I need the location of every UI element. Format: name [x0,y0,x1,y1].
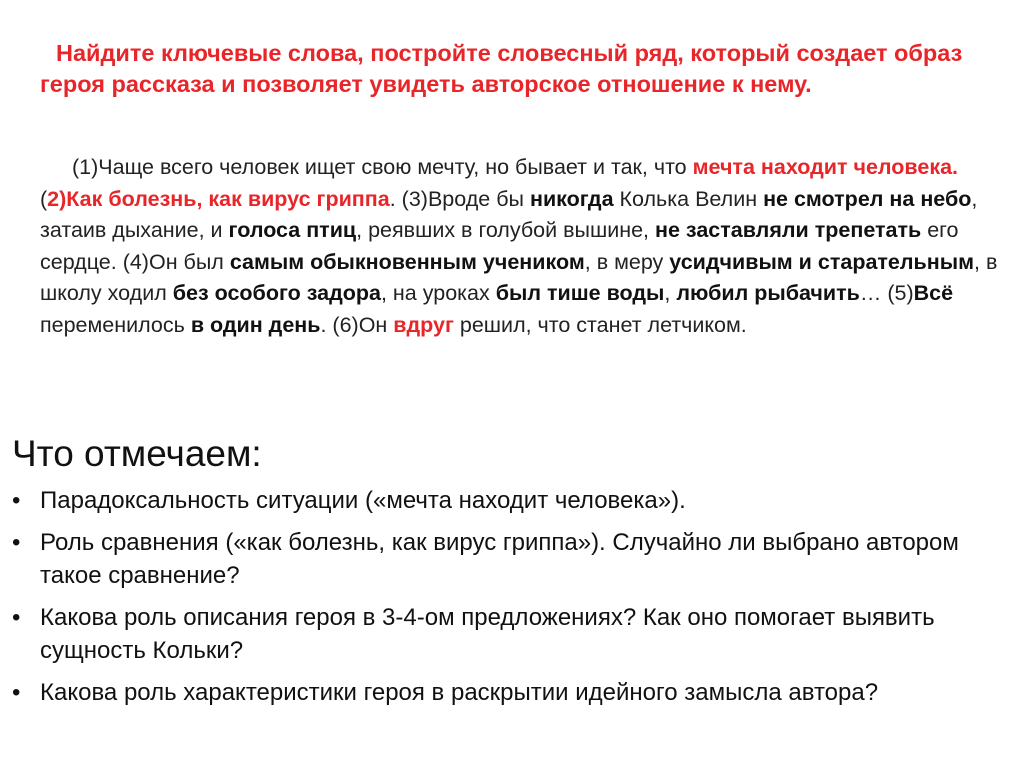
passage-text: (1)Чаще всего человек ищет свою мечту, но бывает и так, что [72,155,693,179]
passage-text: , в школу ходил [40,249,998,305]
passage-text: его сердце. (4)Он был [40,218,959,274]
list-item [12,601,1017,667]
list-item [12,484,1017,517]
keyword-bold-text: любил рыбачить [676,281,860,305]
passage-text: . (6)Он [320,312,394,337]
passage-text: Колька Велин [613,186,764,211]
keyword-bold-text: самым обыкновенным учеником [229,249,585,274]
keyword-bold-text: усидчивым и старательным [669,249,975,274]
highlight-red-text: вдруг [393,312,454,337]
passage-text: ( [40,186,48,211]
question-list [12,484,1017,718]
passage-text: , в меру [584,249,670,274]
story-passage [40,152,1005,341]
keyword-bold-text: был тише воды [495,281,665,305]
list-item-text: Какова роль описания героя в 3-4-ом предложениях? Как оно помогает выявить сущность Кольки? [40,604,935,664]
bullet-icon: • [12,487,21,514]
section-heading: Что отмечаем: [12,433,262,474]
keyword-bold-text: Всё [913,281,954,305]
task-instruction: Найдите ключевые слова, постройте словесный ряд, который создает образ героя рассказа и позволяет увидеть авторское отношение к нему. [40,40,963,97]
bullet-icon: • [12,604,21,631]
passage-text: , затаив дыхание, и [40,186,978,242]
keyword-bold-text: не смотрел на небо [763,186,972,211]
list-item [12,526,1017,592]
list-item [12,676,1017,709]
keyword-bold-text: не заставляли трепетать [655,218,922,242]
passage-text: … (5) [859,281,914,305]
passage-text: решил, что станет летчиком. [453,312,747,337]
keyword-bold-text: никогда [529,186,614,211]
passage-text: , [664,281,677,305]
list-item-text: Роль сравнения («как болезнь, как вирус гриппа»). Случайно ли выбрано автором такое сравнение? [40,529,959,589]
passage-text: . (3)Вроде бы [389,186,530,211]
keyword-bold-text: голоса птиц [228,218,357,242]
highlight-red-text: 2)Как болезнь, как вирус гриппа [47,186,390,211]
highlight-red-text: мечта находит человека. [692,155,959,179]
list-item-text: Парадоксальность ситуации («мечта находит человека»). [40,487,686,514]
bullet-icon: • [12,529,21,556]
list-item-text: Какова роль характеристики героя в раскрытии идейного замысла автора? [40,679,879,706]
passage-text: переменилось [40,312,191,337]
passage-text: , реявших в голубой вышине, [356,218,655,242]
keyword-bold-text: без особого задора [172,281,381,305]
bullet-icon: • [12,679,21,706]
keyword-bold-text: в один день [190,312,321,337]
passage-text: , на уроках [380,281,496,305]
